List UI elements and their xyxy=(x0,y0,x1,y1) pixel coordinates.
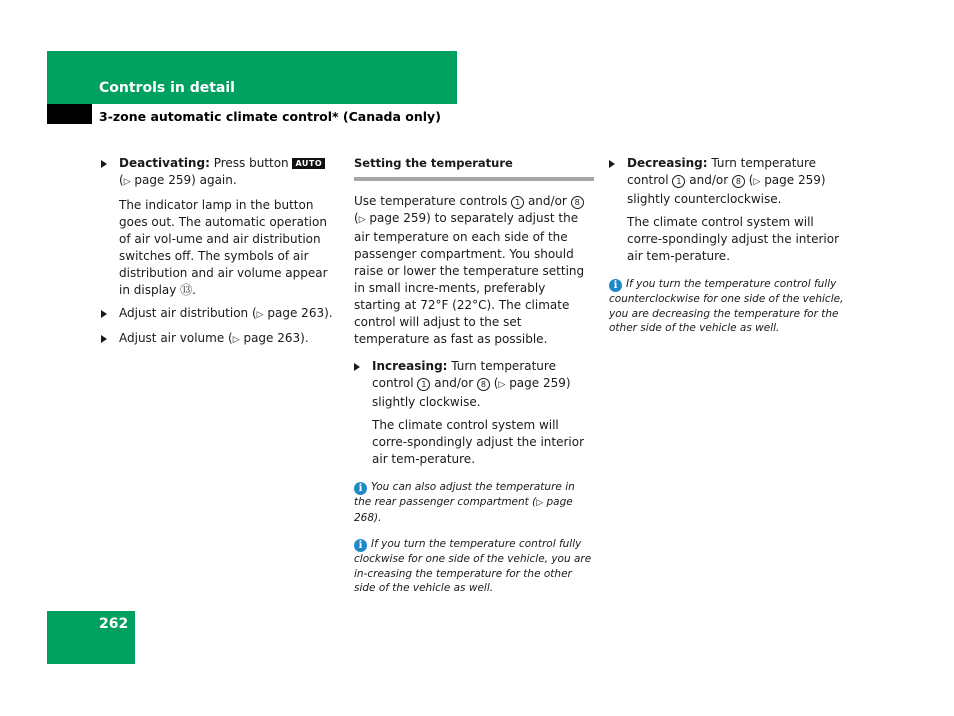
bullet-increasing xyxy=(354,358,594,411)
text: Adjust air distribution ( xyxy=(119,306,257,320)
section-heading: Setting the temperature xyxy=(354,155,594,181)
paragraph: The indicator lamp in the button goes out. The automatic operation of air vol-ume and air distribution switches off. The symbols of air distribution and air volume appear in display ⑬. xyxy=(119,198,328,297)
control-1-icon: 1 xyxy=(511,196,524,209)
text: page 268). xyxy=(354,496,573,524)
control-8-icon: 8 xyxy=(477,378,490,391)
control-1-icon: 1 xyxy=(417,378,430,391)
bullet-arrow-icon xyxy=(101,310,107,318)
control-8-icon: 8 xyxy=(571,196,584,209)
page-ref-icon: ▷ xyxy=(358,215,366,225)
text: page 263). xyxy=(263,306,333,320)
bullet-arrow-icon xyxy=(354,363,360,371)
paragraph: The climate control system will corre-spondingly adjust the interior air tem-perature. xyxy=(627,215,840,263)
text: page 259) again. xyxy=(130,173,237,187)
intro-paragraph xyxy=(354,193,594,348)
text: Press button xyxy=(209,156,293,170)
info-note xyxy=(609,277,849,336)
text: ( xyxy=(354,211,359,225)
bullet-label: Deactivating: xyxy=(119,156,210,170)
page-ref-icon: ▷ xyxy=(536,498,544,508)
column-3 xyxy=(609,155,849,336)
text: page 259) to separately adjust the air temperature on each side of the passenger compartment. You should raise or lower the temperature setting in small incre-ments, preferably starting at 72°F (22°C). The climate control will adjust to the set temperature as fast as possible. xyxy=(354,211,585,346)
header-band xyxy=(47,51,457,104)
page-ref-icon: ▷ xyxy=(753,177,761,187)
text: Turn temperature control xyxy=(627,156,817,187)
page-number: 262 xyxy=(99,616,129,632)
info-icon: i xyxy=(354,539,367,552)
text: Turn temperature control xyxy=(372,359,556,390)
bullet-arrow-icon xyxy=(101,160,107,168)
column-1 xyxy=(101,155,341,355)
text: Use temperature controls xyxy=(354,194,512,208)
bullet-air-distribution xyxy=(101,305,341,324)
info-note xyxy=(354,537,594,596)
text: ( xyxy=(744,173,754,187)
text: If you turn the temperature control fully counterclockwise for one side of the vehicle, you are decreasing the temperature for the other side of the vehicle as well. xyxy=(609,278,844,334)
page-ref-icon: ▷ xyxy=(498,380,506,390)
bullet-air-volume xyxy=(101,330,341,349)
section-title: Controls in detail xyxy=(99,80,235,96)
text: and/or xyxy=(685,173,732,187)
bullet-arrow-icon xyxy=(609,160,615,168)
bullet-arrow-icon xyxy=(101,335,107,343)
page-ref-icon: ▷ xyxy=(232,335,240,345)
control-1-icon: 1 xyxy=(672,175,685,188)
header-marker xyxy=(47,104,92,124)
info-icon: i xyxy=(609,279,622,292)
text: and/or xyxy=(524,194,571,208)
bullet-label: Decreasing: xyxy=(627,156,708,170)
bullet-decreasing xyxy=(609,155,849,208)
text: ( xyxy=(489,376,499,390)
text: page 263). xyxy=(239,331,309,345)
control-8-icon: 8 xyxy=(732,175,745,188)
auto-button-icon: AUTO xyxy=(292,158,325,169)
page-ref-icon: ▷ xyxy=(256,310,264,320)
subsection-title: 3-zone automatic climate control* (Canada only) xyxy=(99,109,441,124)
bullet-label: Increasing: xyxy=(372,359,448,373)
text: You can also adjust the temperature in the rear passenger compartment ( xyxy=(354,481,575,508)
text: and/or xyxy=(430,376,477,390)
text: page 259) slightly counterclockwise. xyxy=(627,173,826,206)
page-ref-icon: ▷ xyxy=(123,177,131,187)
text: ( xyxy=(119,173,124,187)
info-note xyxy=(354,480,594,525)
column-2 xyxy=(354,155,594,596)
bullet-deactivating xyxy=(101,155,341,191)
paragraph: The climate control system will corre-spondingly adjust the interior air tem-perature. xyxy=(372,418,585,466)
text: page 259) slightly clockwise. xyxy=(372,376,571,409)
info-icon: i xyxy=(354,482,367,495)
text: If you turn the temperature control fully clockwise for one side of the vehicle, you are in-creasing the temperature for the other side of the vehicle as well. xyxy=(354,538,592,594)
text: Adjust air volume ( xyxy=(119,331,233,345)
